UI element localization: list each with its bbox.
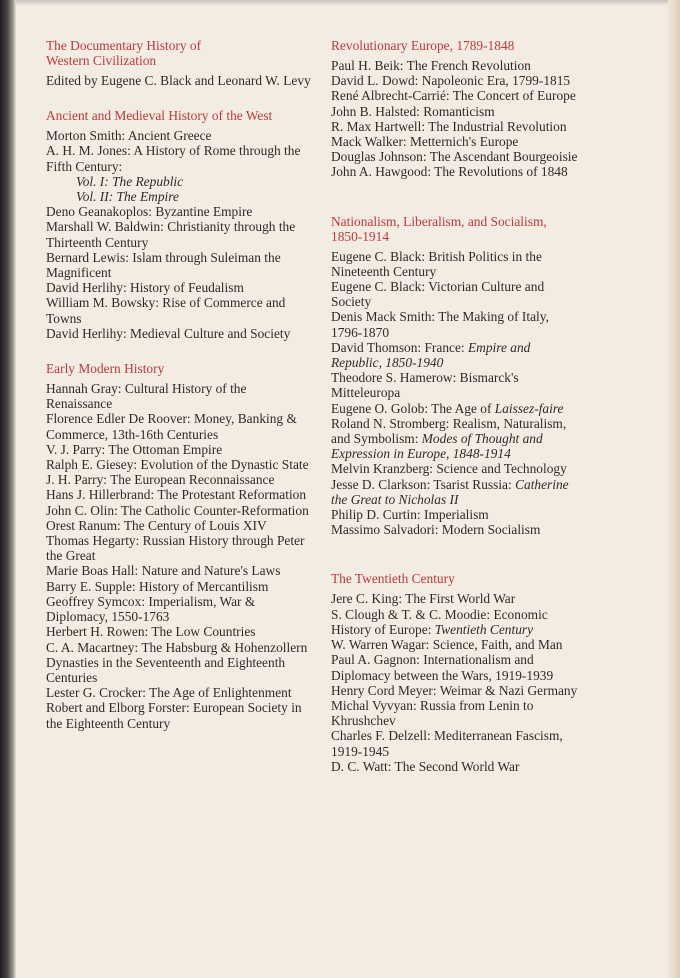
book-entry: W. Warren Wagar: Science, Faith, and Man (331, 637, 563, 653)
book-entry: René Albrecht-Carrié: The Concert of Europe (331, 88, 576, 104)
book-entry: David Herlihy: History of Feudalism (46, 280, 244, 296)
book-entry: David Herlihy: Medieval Culture and Society (46, 325, 291, 341)
right-page-edge (668, 0, 680, 978)
section-early-modern (46, 361, 314, 731)
book-entry: Theodore S. Hamerow: Bismarck's Mitteleuropa (331, 370, 519, 401)
book-entry: Massimo Salvadori: Modern Socialism (331, 522, 541, 538)
book-entry (331, 607, 581, 637)
left-column (46, 38, 314, 747)
section-title: Revolutionary Europe, 1789-1848 (331, 38, 515, 53)
top-edge-shadow (0, 0, 680, 6)
section-revolutionary-europe (331, 38, 581, 180)
book-entry-italic: Empire and Republic, 1850-1940 (331, 339, 531, 371)
editors-credit: Edited by Eugene C. Black and Leonard W. Levy (46, 73, 311, 88)
section-title (46, 38, 314, 68)
section-title-line: The Documentary History of (46, 38, 202, 53)
book-entry: Charles F. Delzell: Mediterranean Fascism, 1919-1945 (331, 728, 563, 759)
book-entry: A. H. M. Jones: A History of Rome through the Fifth Century: (46, 143, 301, 174)
book-entry-plain: Roland N. Stromberg: Realism, Naturalism, and Symbolism: (331, 415, 567, 447)
section-title: Early Modern History (46, 361, 165, 377)
book-entry: Douglas Johnson: The Ascendant Bourgeoisie (331, 149, 578, 165)
book-entry: Deno Geanakoplos: Byzantine Empire (46, 204, 253, 220)
book-entry: Denis Mack Smith: The Making of Italy, 1796-1870 (331, 309, 549, 340)
right-column (331, 38, 581, 790)
book-entry: David L. Dowd: Napoleonic Era, 1799-1815 (331, 73, 571, 89)
section-title-line: Western Civilization (46, 53, 157, 68)
book-entry (331, 340, 581, 370)
book-entry: V. J. Parry: The Ottoman Empire (46, 441, 223, 457)
book-entry: William M. Bowsky: Rise of Commerce and Towns (46, 295, 286, 326)
section-twentieth-century (331, 571, 581, 773)
book-entry: Eugene C. Black: Victorian Culture and Society (331, 279, 545, 310)
book-entry: John C. Olin: The Catholic Counter-Reformation (46, 502, 309, 518)
book-entry: Michal Vyvyan: Russia from Lenin to Khrushchev (331, 697, 534, 729)
section-title: Nationalism, Liberalism, and Socialism, 1850-1914 (331, 213, 547, 244)
book-entry: Lester G. Crocker: The Age of Enlightenment (46, 685, 292, 701)
book-entry: Marshall W. Baldwin: Christianity through the Thirteenth Century (46, 219, 296, 250)
book-entry: J. H. Parry: The European Reconnaissance (46, 472, 275, 488)
book-entry: John A. Hawgood: The Revolutions of 1848 (331, 164, 568, 180)
book-entry: Jere C. King: The First World War (331, 591, 516, 607)
book-entry-italic: Twentieth Century (434, 621, 534, 637)
section-documentary-history (46, 38, 314, 88)
book-entry-plain: Eugene O. Golob: The Age of (331, 400, 495, 416)
book-entry (331, 477, 581, 507)
book-entry: Eugene C. Black: British Politics in the Nineteenth Century (331, 248, 542, 279)
book-entry: Florence Edler De Roover: Money, Banking & Commerce, 13th-16th Centuries (46, 411, 297, 442)
book-entry: Mack Walker: Metternich's Europe (331, 134, 519, 150)
book-entry: Bernard Lewis: Islam through Suleiman the Magnificent (46, 249, 281, 281)
book-entry: Paul H. Beik: The French Revolution (331, 58, 531, 73)
section-nationalism-liberalism-socialism (331, 214, 581, 538)
book-entry: Geoffrey Symcox: Imperialism, War & Diplomacy, 1550-1763 (46, 593, 256, 625)
book-entry: Thomas Hegarty: Russian History through Peter the Great (46, 533, 305, 564)
book-entry: Barry E. Supple: History of Mercantilism (46, 578, 269, 594)
section-title: The Twentieth Century (331, 571, 455, 587)
book-entry-plain: S. Clough & T. & C. Moodie: Economic History of Europe: (331, 606, 548, 637)
book-volume: Vol. I: The Republic (76, 173, 184, 189)
book-volume: Vol. II: The Empire (76, 189, 179, 205)
book-entry-plain: Jesse D. Clarkson: Tsarist Russia: (331, 476, 516, 492)
book-entry: D. C. Watt: The Second World War (331, 758, 520, 774)
book-entry: Hannah Gray: Cultural History of the Renaissance (46, 381, 247, 412)
book-entry-italic: Laissez-faire (494, 400, 564, 416)
book-entry: Philip D. Curtin: Imperialism (331, 507, 489, 523)
book-entry-italic: Catherine the Great to Nicholas II (331, 476, 569, 507)
book-entry: Paul A. Gagnon: Internationalism and Diplomacy between the Wars, 1919-1939 (331, 652, 554, 683)
section-title: Ancient and Medieval History of the West (46, 108, 273, 124)
book-entry: Robert and Elborg Forster: European Society in the Eighteenth Century (46, 700, 302, 731)
book-entry-italic: Modes of Thought and Expression in Europe, 1848-1914 (331, 431, 543, 462)
book-entry (331, 416, 581, 462)
book-entry (331, 401, 581, 416)
book-entry: Orest Ranum: The Century of Louis XIV (46, 517, 267, 533)
book-entry: Morton Smith: Ancient Greece (46, 128, 212, 144)
book-entry: Ralph E. Giesey: Evolution of the Dynastic State (46, 457, 309, 473)
book-entry: R. Max Hartwell: The Industrial Revolution (331, 118, 567, 134)
book-entry: C. A. Macartney: The Habsburg & Hohenzollern Dynasties in the Seventeenth and Eighteenth Centuries (46, 639, 308, 685)
book-entry-plain: David Thomson: France: (331, 339, 468, 355)
section-ancient-medieval (46, 108, 314, 341)
book-entry: Hans J. Hillerbrand: The Protestant Reformation (46, 487, 307, 503)
spine-shadow (0, 0, 16, 978)
book-entry: Melvin Kranzberg: Science and Technology (331, 461, 567, 477)
book-entry: Marie Boas Hall: Nature and Nature's Laws (46, 563, 281, 579)
book-entry: John B. Halsted: Romanticism (331, 103, 495, 119)
book-entry: Herbert H. Rowen: The Low Countries (46, 624, 256, 640)
book-entry: Henry Cord Meyer: Weimar & Nazi Germany (331, 682, 578, 698)
